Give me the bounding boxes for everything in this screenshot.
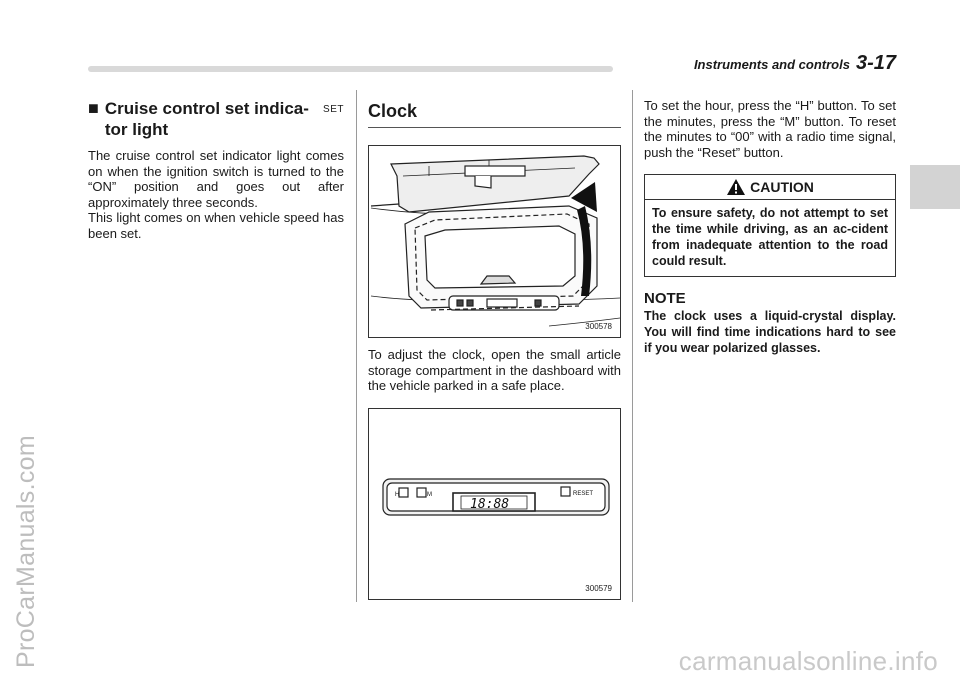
storage-compartment-figure: [368, 145, 621, 338]
thumb-index-tab: [910, 165, 960, 209]
cruise-title: Cruise control set indica-tor light: [104, 99, 309, 139]
reset-button-label: RESET: [573, 490, 594, 497]
cruise-section: [88, 96, 344, 241]
figure-1-number: 300578: [585, 322, 612, 331]
clock-display-time: 18:88: [470, 496, 510, 512]
header-section-title: Instruments and controls: [693, 57, 850, 72]
clock-instructions: To set the hour, press the “H” button. To set the minutes, press the “M” button. To reset the minutes to “00” with a radio time signal, push the “Reset” button.: [644, 98, 896, 160]
h-button-label: H: [395, 491, 400, 498]
cruise-paragraph-2: This light comes on when vehicle speed has been set.: [88, 210, 344, 241]
clock-display-figure: [368, 408, 621, 600]
clock-title: Clock: [368, 101, 621, 128]
cruise-paragraph-1: The cruise control set indicator light comes on when the ignition switch is turned to the “ON” position and goes out after approximately three seconds.: [88, 148, 344, 210]
m-button-label: M: [427, 491, 432, 498]
watermark-side: ProCarManuals.com: [12, 435, 40, 668]
caution-header: [645, 175, 895, 200]
cruise-heading: [88, 98, 344, 140]
clock-display-illustration: [369, 409, 620, 597]
column-divider: [356, 90, 357, 602]
storage-compartment-illustration: [369, 146, 620, 335]
clock-instructions-section: [644, 96, 896, 356]
figure-2-number: 300579: [585, 583, 612, 593]
set-indicator-icon: SET: [323, 104, 344, 115]
warning-triangle-icon: [726, 178, 746, 196]
column-divider: [632, 90, 633, 602]
note-title: NOTE: [644, 290, 686, 307]
caution-box: [644, 174, 896, 277]
header-rule: [88, 66, 613, 72]
caution-text: To ensure safety, do not attempt to set the time while driving, as an ac-cident from inadequate attention to the road could result.: [652, 206, 888, 268]
watermark-bottom: carmanualsonline.info: [678, 646, 938, 676]
caution-label: CAUTION: [750, 179, 814, 195]
square-bullet-icon: ■: [88, 98, 99, 118]
page-header: [694, 52, 896, 75]
page-number: 3-17: [855, 52, 896, 74]
clock-section: [368, 96, 621, 600]
note-text: The clock uses a liquid-crystal display. You will find time indications hard to see if you wear polarized glasses.: [644, 309, 896, 355]
clock-caption: To adjust the clock, open the small article storage compartment in the dashboard with the vehicle parked in a safe place.: [368, 347, 621, 393]
